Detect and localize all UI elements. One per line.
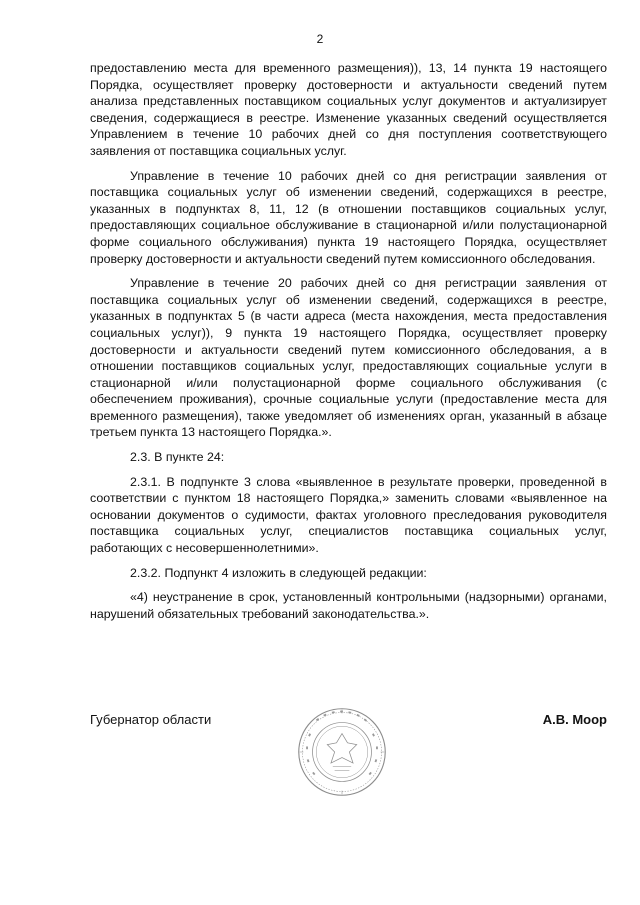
paragraph-item-2-3: 2.3. В пункте 24: (130, 450, 225, 465)
signatory-title: Губернатор области (90, 712, 212, 727)
signature-block (90, 712, 607, 732)
paragraph-item-2-3-1: 2.3.1. В подпункте 3 слова «выявленное в результате проверки, проведенной в соответствии с пунктом 18 настоящего Порядка,» заменить словами «выявленное на основании документов о судимости, фактах уголовного преследования руководителя поставщика социальных услуг, специалистов поставщика социальных услуг, работающих с несовершеннолетними». (90, 474, 607, 556)
signatory-name: А.В. Моор (542, 712, 607, 727)
paragraph-continuation: предоставлению места для временного размещения)), 13, 14 пункта 19 настоящего Порядка, осуществляет проверку достоверности и актуальности сведений путем анализа представленных поставщиком социальных услуг документов и актуализирует сведения, содержащиеся в реестре. Изменение указанных сведений осуществляется Управлением в течение 10 рабочих дней со дня поступления соответствующего заявления от поставщика социальных услуг. (90, 61, 607, 158)
document-body (90, 60, 607, 630)
paragraph-20-days: Управление в течение 20 рабочих дней со дня регистрации заявления от поставщика социальных услуг об изменении сведений, содержащихся в реестре, указанных в подпунктах 5 (в части адреса (места нахождения, места предоставления социальных услуг)), 9 пункта 19 настоящего Порядка, осуществляет проверку достоверности и актуальности сведений путем комиссионного обследования, а в отношении поставщиков социальных услуг, предоставляющих социальные услуги в стационарной и/или полустационарной форме социального обслуживания (с обеспечением проживания), срочные социальные услуги (предоставление места для временного размещения), также уведомляет об изменениях орган, указанный в абзаце третьем пункта 13 настоящего Порядка.». (90, 276, 607, 440)
paragraph-10-days: Управление в течение 10 рабочих дней со дня регистрации заявления от поставщика социальных услуг об изменении сведений, содержащихся в реестре, указанных в подпунктах 8, 11, 12 (в отношении поставщиков социальных услуг, предоставляющих социальное обслуживание в стационарной и/или полустационарной форме социального обслуживания) пункта 19 настоящего Порядка, осуществляет проверку достоверности и актуальности сведений путем комиссионного обследования. (90, 168, 607, 266)
paragraph-item-2-3-2: 2.3.2. Подпункт 4 изложить в следующей редакции: (130, 565, 427, 580)
paragraph-quote-4: «4) неустранение в срок, установленный контрольными (надзорными) органами, нарушений обязательных требований законодательства.». (90, 590, 607, 621)
page-number: 2 (316, 32, 324, 46)
